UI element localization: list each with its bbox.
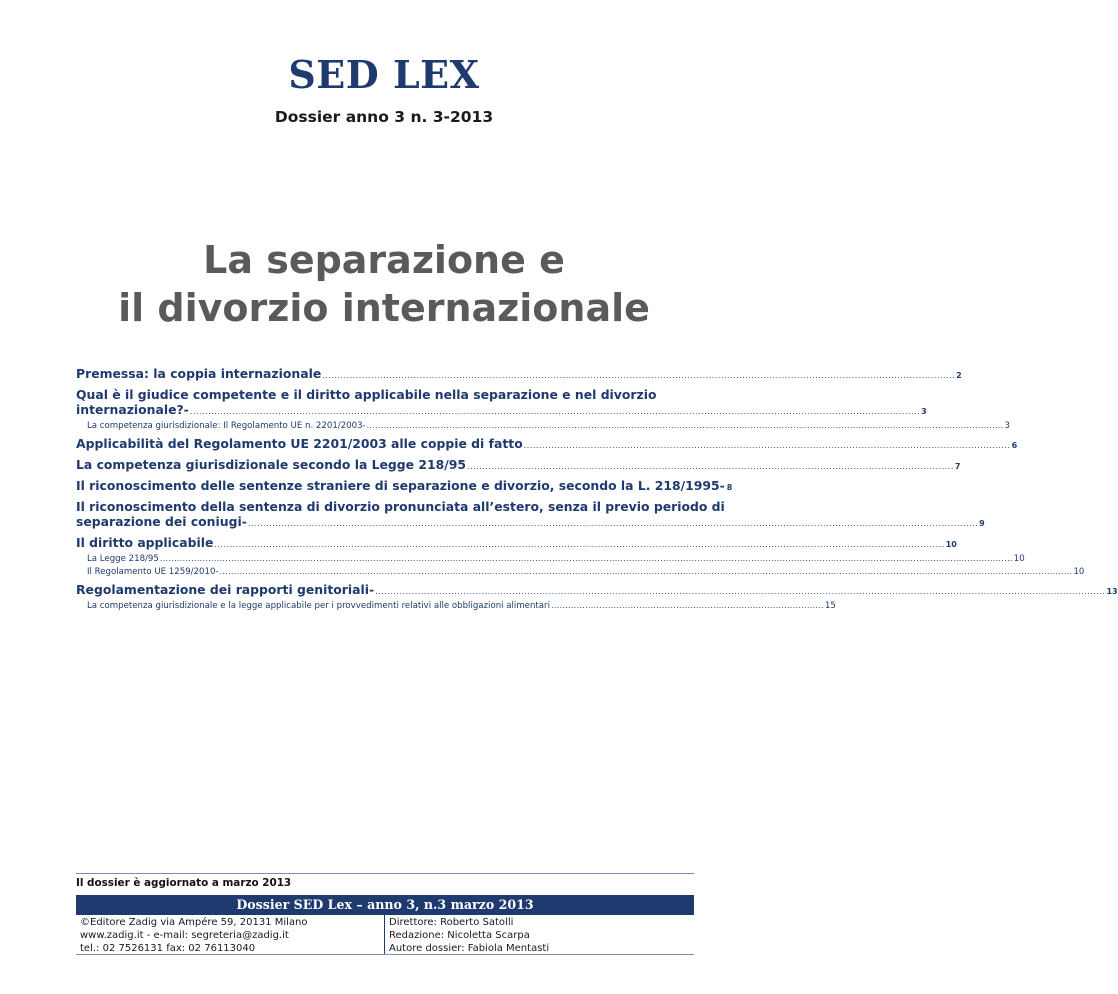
toc-page-number: 15 [824, 601, 836, 611]
footer-divider [76, 873, 694, 874]
toc-entry-legge-218[interactable] [76, 553, 1025, 565]
main-title-line-1: La separazione e [203, 238, 565, 282]
toc-entry-title-line-2: separazione dei coniugi- [76, 514, 247, 529]
toc-entry-diritto[interactable] [76, 535, 957, 552]
toc-leader-dots: ............................................................................................................................................................................................................................................................................................................ [219, 567, 1073, 576]
toc-entry-title: Regolamentazione dei rapporti genitoriali- [76, 582, 375, 597]
brand-logo: SED LEX [288, 52, 480, 97]
toc-entry-title: Il Regolamento UE 1259/2010- [87, 567, 219, 577]
toc-entry-alimenti[interactable] [76, 600, 836, 612]
main-title [0, 236, 768, 332]
main-title-line-2: il divorzio internazionale [118, 286, 650, 330]
footer-credits [384, 915, 694, 955]
toc-entry-riconoscimento-divorzio[interactable] [76, 499, 985, 531]
toc-entry-title-line-2: internazionale?- [76, 402, 189, 417]
toc-page-number: 9 [979, 519, 985, 528]
toc-leader-dots: ................................................................................................................................................................ [523, 441, 1011, 450]
toc-leader-dots: ................................................................................................................................................................................................................................................ [214, 540, 945, 549]
toc-entry-rapporti[interactable] [76, 582, 1118, 599]
table-of-contents [76, 362, 1118, 612]
toc-entry-giudice[interactable] [76, 387, 927, 419]
toc-entry-title: Il riconoscimento delle sentenze straniere di separazione e divorzio, secondo la L. 218/1995- [76, 478, 725, 493]
toc-entry-title: Premessa: la coppia internazionale [76, 366, 322, 381]
toc-leader-dots: ................................................................................................................................................................................................................................................ [375, 587, 1106, 596]
toc-page-number: 2 [956, 371, 962, 380]
toc-leader-dots: ................................................................................................................................................................................................................................................ [189, 407, 921, 416]
toc-entry-competenza-legge[interactable] [76, 457, 961, 474]
toc-entry-applicabilita[interactable] [76, 436, 1018, 453]
footer-title-bar: Dossier SED Lex – anno 3, n.3 marzo 2013 [76, 895, 694, 915]
footer-publisher-address: ©Editore Zadig via Ampére 59, 20131 Milano [80, 917, 308, 928]
toc-page-number: 10 [1073, 567, 1085, 577]
toc-leader-dots: ............................................................................................................................................................................................................................................................................................................ [159, 554, 1013, 563]
footer-editorial: Redazione: Nicoletta Scarpa [389, 930, 530, 941]
toc-page-number: 7 [954, 462, 961, 471]
update-note: Il dossier è aggiornato a marzo 2013 [76, 877, 292, 889]
footer-publisher-info [76, 915, 384, 955]
toc-leader-dots: ................................................................................................ [550, 601, 824, 610]
toc-page-number: 10 [945, 540, 957, 549]
toc-entry-competenza-ue[interactable] [76, 420, 1010, 432]
toc-page-number: 3 [921, 407, 927, 416]
toc-leader-dots: ................................................................................................................................................................ [467, 462, 954, 471]
toc-entry-title: Applicabilità del Regolamento UE 2201/2003 alle coppie di fatto [76, 436, 523, 451]
toc-leader-dots: ................................................................................................................................................................................................................................ [366, 421, 1004, 430]
toc-entry-title: La competenza giurisdizionale e la legge applicabile per i provvedimenti relativi alle obbligazioni alimentari [87, 601, 550, 611]
toc-entry-title-line-1: Qual è il giudice competente e il diritto applicabile nella separazione e nel divorzio [76, 387, 657, 402]
toc-entry-riconoscimento[interactable] [76, 478, 733, 495]
toc-page-number: 8 [726, 483, 733, 492]
toc-page-number: 3 [1004, 421, 1010, 431]
footer-info [76, 915, 694, 955]
footer-bottom-rule [76, 954, 694, 955]
footer-author: Autore dossier: Fabiola Mentasti [389, 943, 550, 954]
toc-entry-title: Il diritto applicabile [76, 535, 214, 550]
toc-entry-premessa[interactable] [76, 366, 962, 383]
toc-entry-title: La competenza giurisdizionale: Il Regolamento UE n. 2201/2003- [87, 421, 366, 431]
toc-entry-title: La Legge 218/95 [87, 554, 159, 564]
toc-page-number: 13 [1106, 587, 1118, 596]
toc-leader-dots: ................................................................................................................................................................................................................................................ [247, 519, 979, 528]
footer-publisher-phone: tel.: 02 7526131 fax: 02 76113040 [80, 943, 256, 954]
toc-leader-dots: ................................................................................................................................................................................................................ [322, 371, 956, 380]
toc-entry-regolamento-1259[interactable] [76, 566, 1085, 578]
footer-publisher-web: www.zadig.it - e-mail: segreteria@zadig.it [80, 930, 289, 941]
dossier-subtitle: Dossier anno 3 n. 3-2013 [274, 108, 494, 126]
toc-entry-title: La competenza giurisdizionale secondo la Legge 218/95 [76, 457, 467, 472]
toc-page-number: 10 [1013, 554, 1025, 564]
footer-director: Direttore: Roberto Satolli [389, 917, 514, 928]
toc-entry-title-line-1: Il riconoscimento della sentenza di divorzio pronunciata all’estero, senza il previo periodo di [76, 499, 725, 514]
toc-page-number: 6 [1011, 441, 1018, 450]
